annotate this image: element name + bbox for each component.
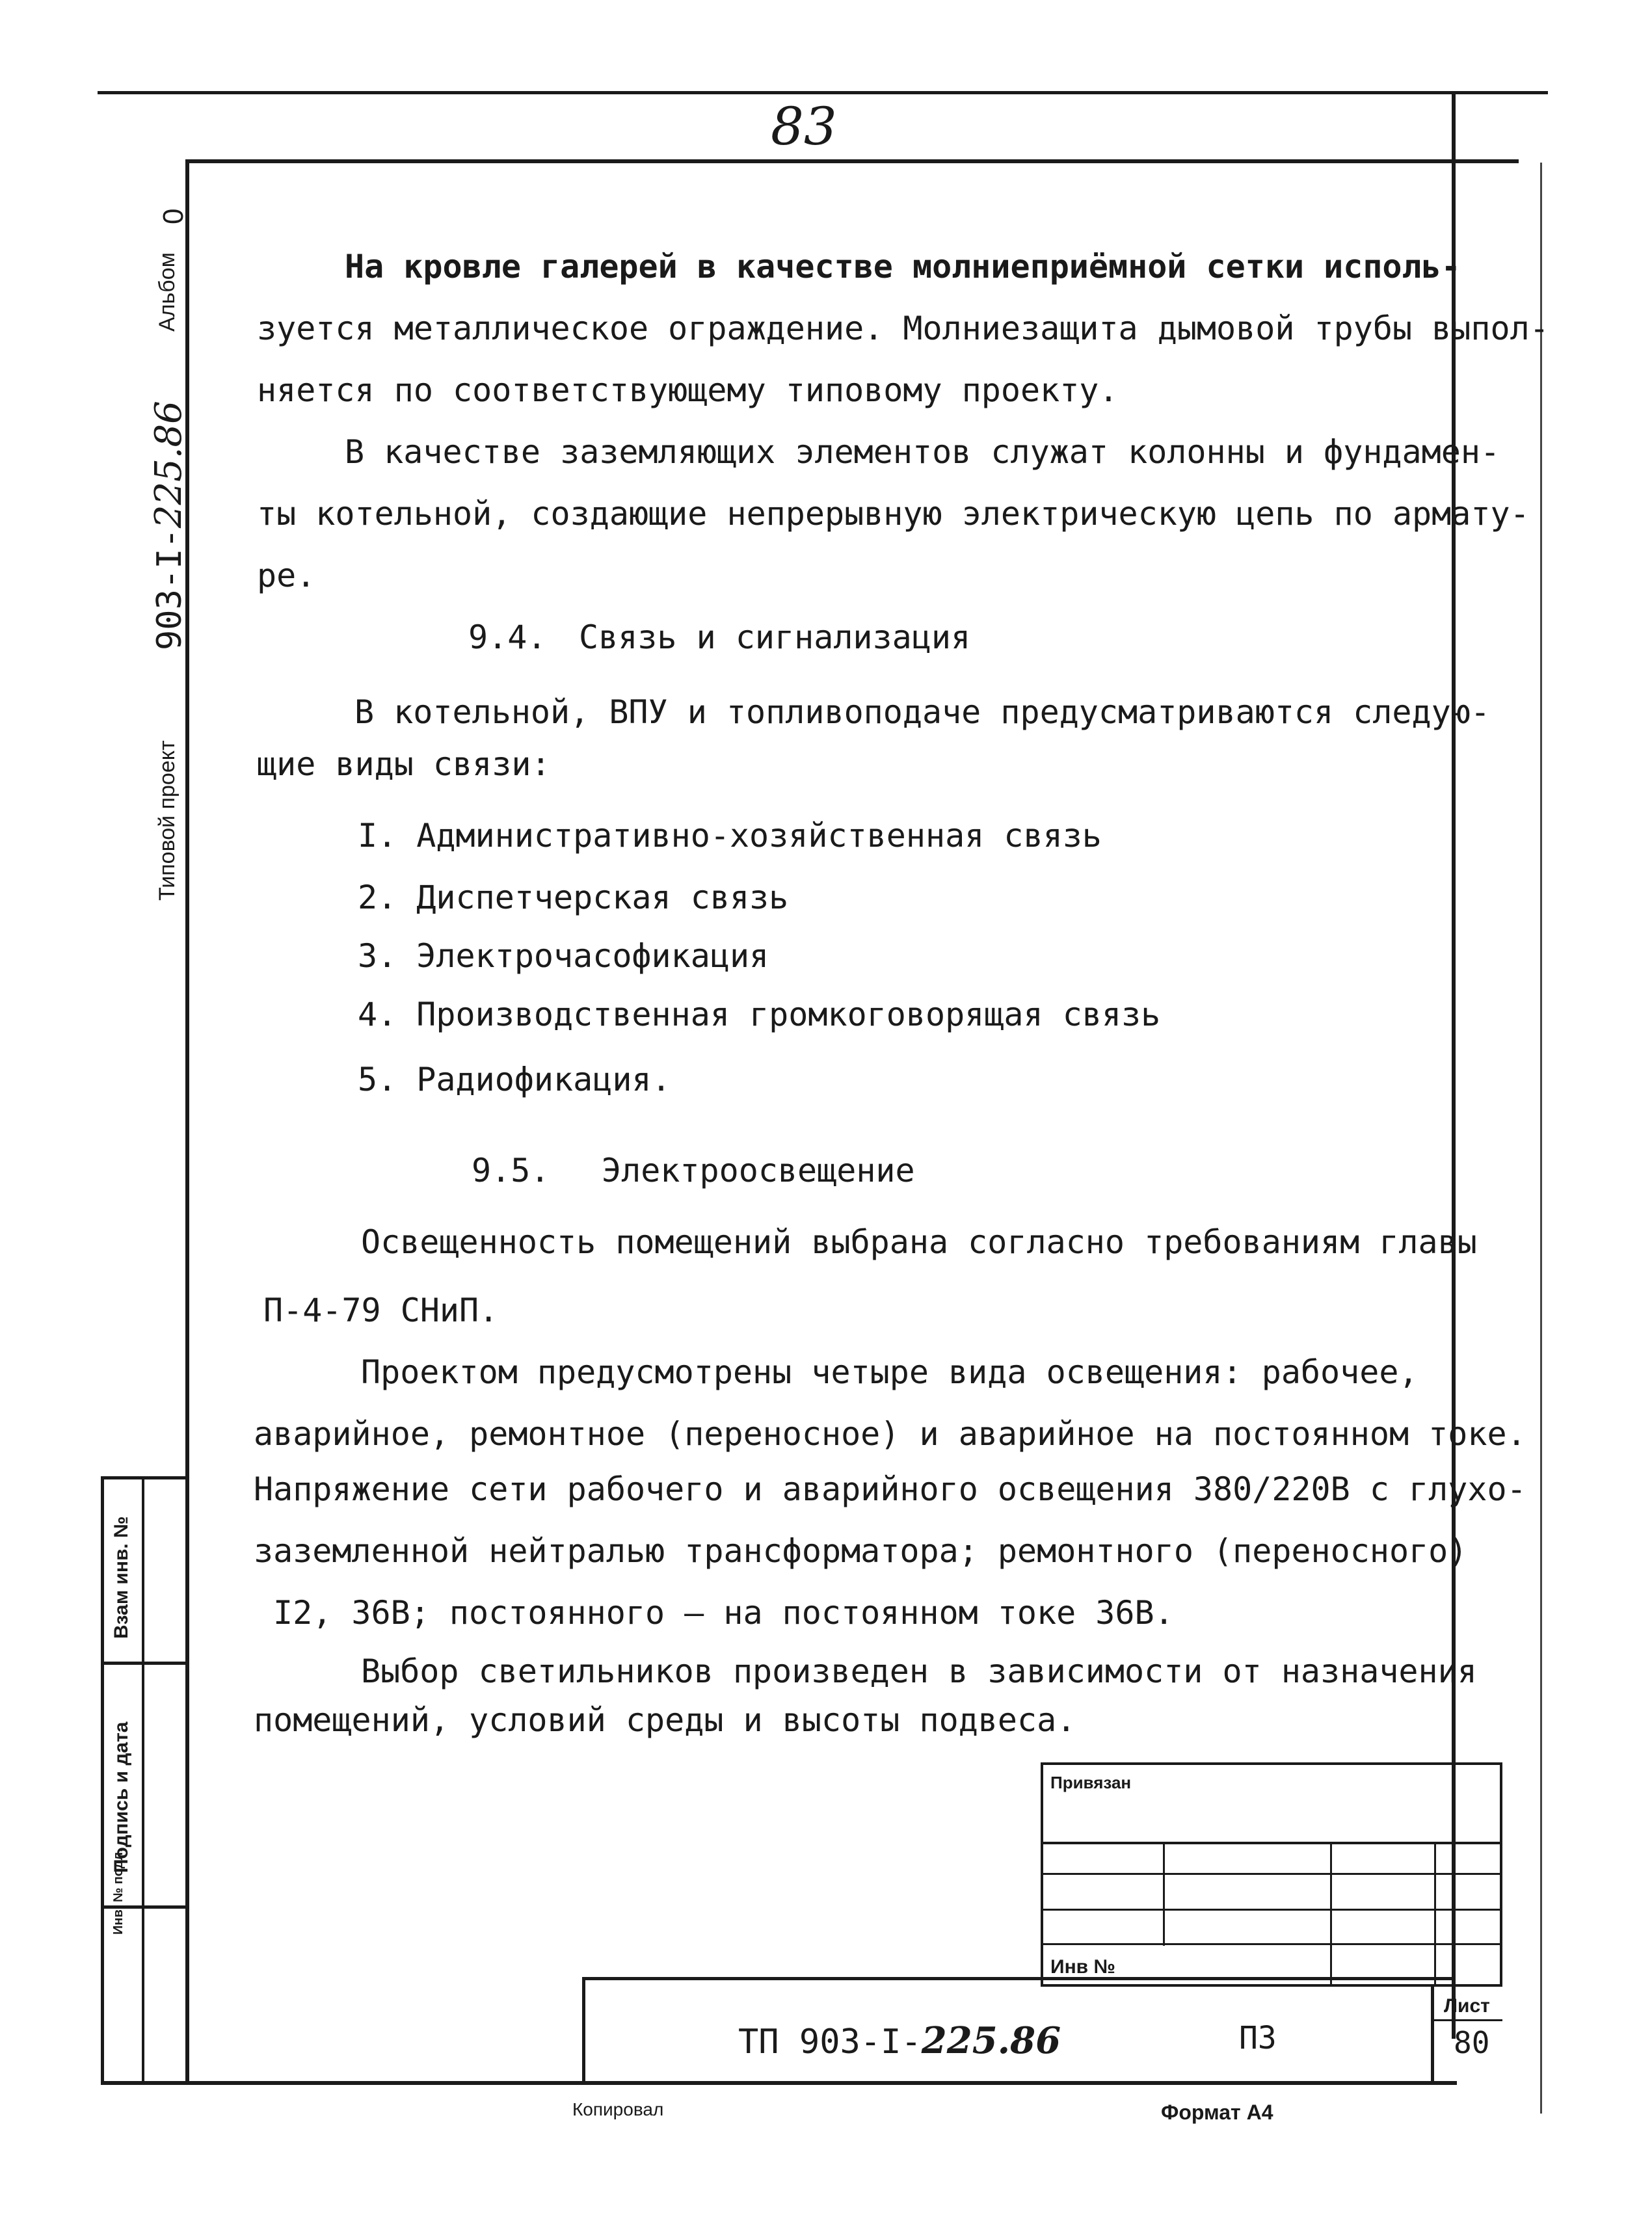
p4-line1: Освещенность помещений выбрана согласно требованиям главы <box>361 1223 1477 1261</box>
p3-line2: щие виды связи: <box>257 745 551 783</box>
doc-code-hand: 225.86 <box>921 2019 1061 2062</box>
frame-right-line <box>1452 94 1456 2039</box>
project-code-text: 903-I- <box>150 528 189 650</box>
list-item-2: 2. Диспетчерская связь <box>358 879 789 916</box>
p2-line2: ты котельной, создающие непрерывную электрическую цепь по армату- <box>257 495 1530 533</box>
list-item-1: I. Административно-хозяйственная связь <box>358 817 1102 855</box>
podpis-data-text: Подпись и дата <box>111 1721 132 1873</box>
top-border-line <box>98 91 1548 94</box>
privyazan-col-1 <box>1163 1842 1165 1946</box>
p5-line5: I2, 36В; постоянного – на постоянном токе 36В. <box>273 1594 1174 1632</box>
sheet-label: Лист <box>1444 1995 1490 2017</box>
sheet-label-divider <box>1431 2019 1502 2021</box>
inv-podl-label <box>112 1848 125 1935</box>
doc-type: ПЗ <box>1239 2020 1277 2056</box>
privyazan-row-2 <box>1041 1873 1502 1875</box>
p6-line2: помещений, условий среды и высоты подвеса. <box>254 1701 1076 1739</box>
doc-code-text: ТП 903-I- <box>738 2022 922 2062</box>
doc-code <box>738 2019 1061 2062</box>
privyazan-row-1 <box>1041 1842 1502 1844</box>
p1-line3: няется по соответствующему типовому проекту. <box>257 371 1119 409</box>
p5-line2: аварийное, ремонтное (переносное) и аварийное на постоянном токе. <box>254 1415 1526 1453</box>
page-number-handwritten: 83 <box>771 96 837 157</box>
vzam-inv-text: Взам инв. № <box>111 1516 132 1639</box>
p4-line2: П-4-79 СНиП. <box>263 1292 499 1329</box>
album-number-text: 0 <box>157 208 189 224</box>
project-code-hand: 225.86 <box>148 401 190 529</box>
list-item-4: 4. Производственная громкоговорящая связь <box>358 996 1161 1033</box>
album-number <box>159 209 188 224</box>
project-code <box>148 401 190 650</box>
p1-line1: На кровле галерей в качестве молниеприёмной сетки исполь- <box>345 248 1461 285</box>
privyazan-col-2 <box>1330 1842 1332 1986</box>
project-label <box>156 740 178 901</box>
p2-line3: ре. <box>257 557 316 594</box>
p5-line4: заземленной нейтралью трансформатора; ремонтного (переносного) <box>254 1532 1468 1570</box>
list-item-3: 3. Электрочасофикация <box>358 937 769 975</box>
section-9-4-number: 9.4. <box>468 618 547 656</box>
project-label-text: Типовой проект <box>155 740 180 901</box>
privyazan-row-4 <box>1041 1943 1502 1945</box>
inv-no-label: Инв № <box>1050 1956 1115 1978</box>
left-block-inner-line <box>142 1476 144 2084</box>
album-label <box>156 252 178 332</box>
section-9-4-title: Связь и сигнализация <box>579 618 971 656</box>
title-block-sheet-divider <box>1431 1987 1434 2084</box>
page-right-edge <box>1540 163 1542 2114</box>
section-9-5-number: 9.5. <box>472 1152 550 1189</box>
format-label: Формат А4 <box>1161 2101 1273 2124</box>
album-label-text: Альбом <box>155 252 180 332</box>
p3-line1: В котельной, ВПУ и топливоподаче предусматриваются следую- <box>354 693 1490 731</box>
kopiroval-label: Копировал <box>572 2099 664 2119</box>
p6-line1: Выбор светильников произведен в зависимости от назначения <box>361 1652 1477 1690</box>
p2-line1: В качестве заземляющих элементов служат колонны и фундамен- <box>345 433 1500 471</box>
list-item-5: 5. Радиофикация. <box>358 1061 671 1098</box>
left-block-divider-1 <box>101 1662 189 1665</box>
section-9-5-title: Электроосвещение <box>602 1152 915 1189</box>
inv-podl-text: Инв. № подл. <box>111 1848 126 1935</box>
privyazan-row-3 <box>1041 1909 1502 1911</box>
p1-line2: зуется металлическое ограждение. Молниезащита дымовой трубы выпол- <box>257 310 1549 347</box>
frame-top-line <box>185 159 1519 163</box>
p5-line3: Напряжение сети рабочего и аварийного освещения 380/220В с глухо- <box>254 1470 1526 1508</box>
privyazan-label: Привязан <box>1050 1773 1132 1792</box>
privyazan-col-3 <box>1434 1842 1436 1986</box>
vzam-inv-label <box>112 1516 131 1639</box>
sheet-number: 80 <box>1454 2025 1490 2060</box>
p5-line1: Проектом предусмотрены четыре вида освещения: рабочее, <box>361 1353 1419 1391</box>
